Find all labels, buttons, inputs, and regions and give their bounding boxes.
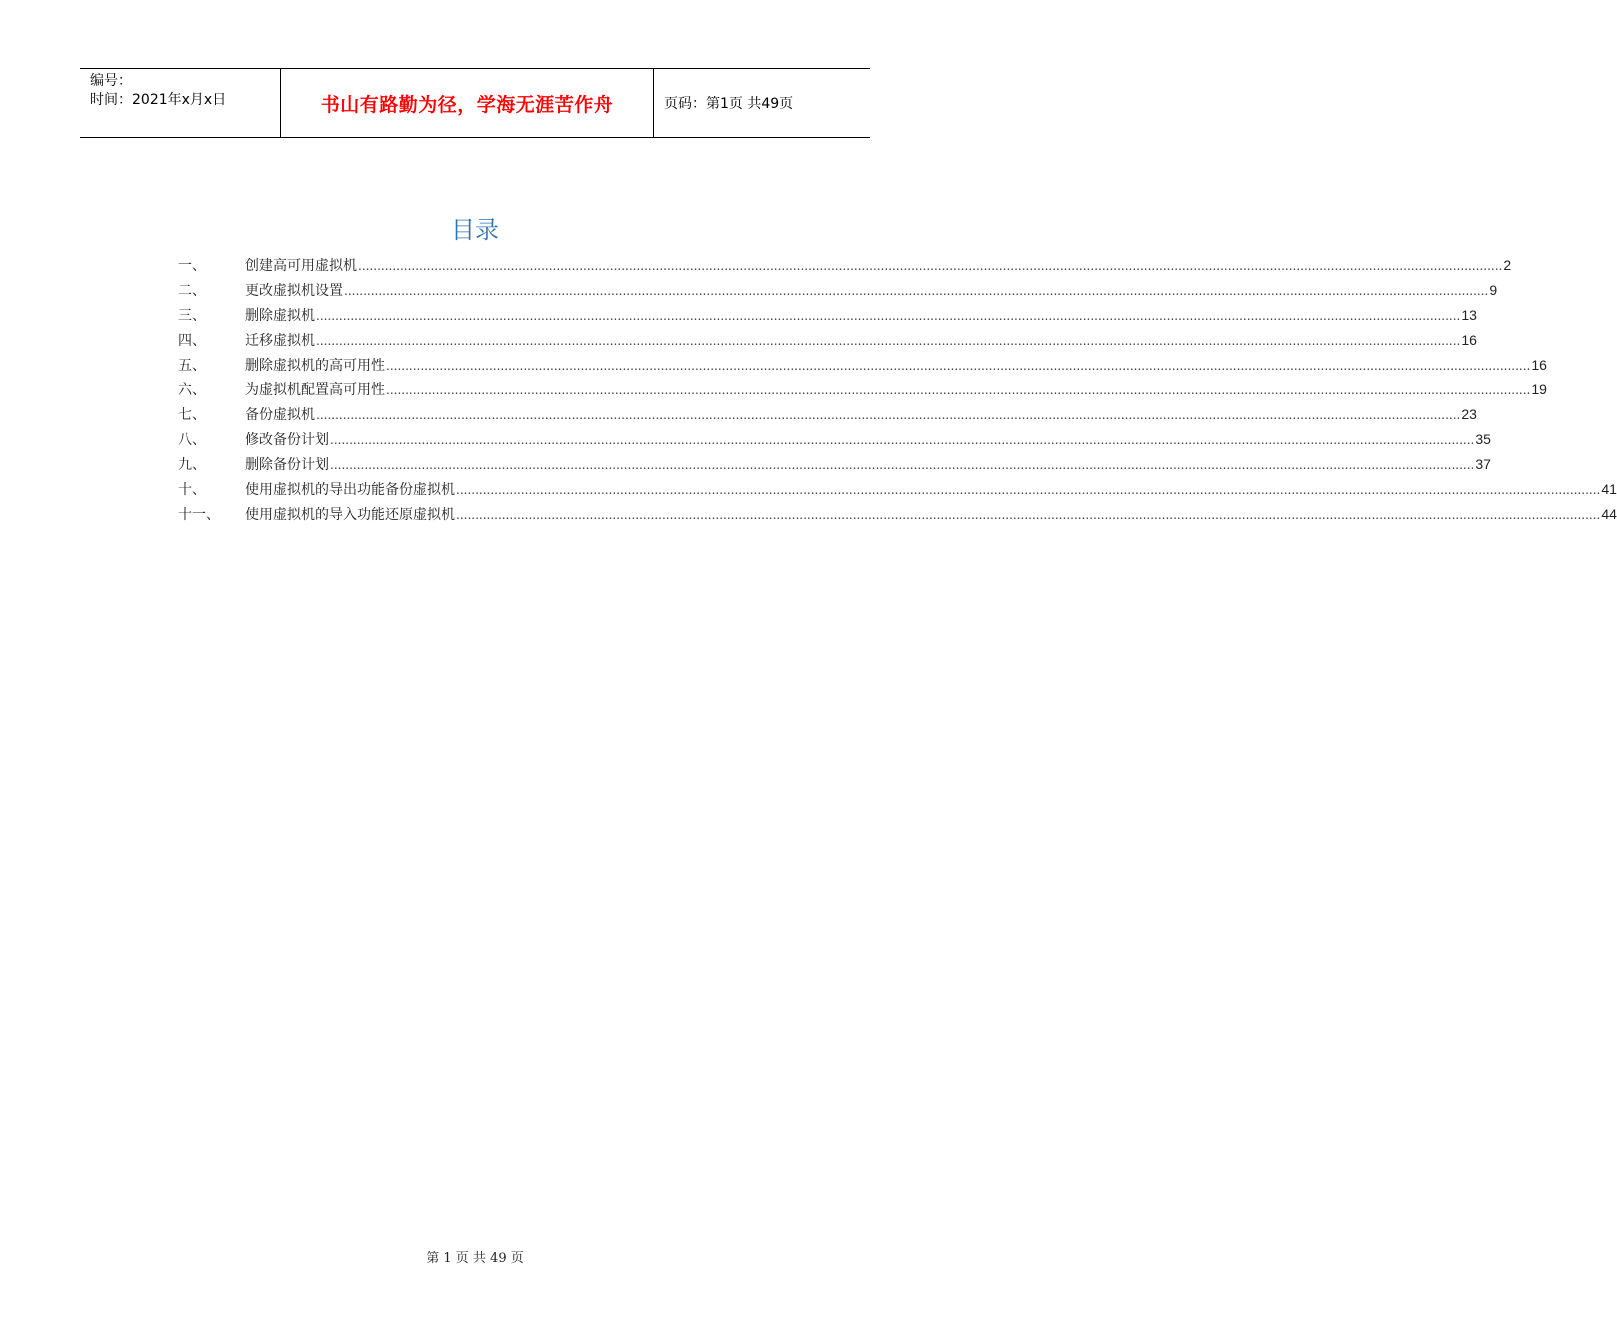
toc-leader-dots: ............................................................................................................................................................................................................................................................................................................ xyxy=(344,283,1489,298)
toc-title: 目录 xyxy=(451,216,499,244)
toc-entry[interactable] xyxy=(178,454,1491,479)
toc-entry[interactable] xyxy=(178,429,1491,454)
page-footer: 第 1 页 共 49 页 xyxy=(426,1251,524,1266)
toc-entry-title: 修改备份计划 xyxy=(245,432,329,449)
toc-entry-page: 19 xyxy=(1531,381,1547,398)
toc-entry[interactable] xyxy=(178,255,1512,280)
toc-leader-dots: ............................................................................................................................................................................................................................................................................................................ xyxy=(456,507,1601,522)
header-meta xyxy=(80,69,281,137)
toc-entry-number: 三、 xyxy=(178,307,206,324)
toc-entry-title: 为虚拟机配置高可用性 xyxy=(245,382,385,399)
toc-leader-dots: ............................................................................................................................................................................................................................................................................................................ xyxy=(386,383,1531,398)
page-header xyxy=(80,68,870,138)
header-motto: 书山有路勤为径，学海无涯苦作舟 xyxy=(320,93,614,116)
toc-entry-number: 一、 xyxy=(178,258,206,274)
toc-entry[interactable] xyxy=(178,280,1498,305)
toc-entry-page: 35 xyxy=(1475,431,1491,448)
toc-entry-title: 更改虚拟机设置 xyxy=(245,282,343,299)
toc-entry-page: 13 xyxy=(1461,306,1477,323)
toc-entry-number: 二、 xyxy=(178,282,206,299)
time-label: 时间：2021年x月x日 xyxy=(90,92,227,108)
toc-entry-page: 37 xyxy=(1475,456,1491,473)
toc-entry-page: 41 xyxy=(1601,481,1617,498)
toc-entry-title: 删除虚拟机的高可用性 xyxy=(245,357,385,374)
table-of-contents xyxy=(178,255,1617,529)
toc-entry-page: 44 xyxy=(1601,505,1617,522)
toc-entry-title: 迁移虚拟机 xyxy=(245,332,315,349)
toc-leader-dots: ............................................................................................................................................................................................................................................................................................................ xyxy=(330,433,1475,448)
toc-entry-number: 七、 xyxy=(178,407,206,424)
toc-leader-dots: ............................................................................................................................................................................................................................................................................................................ xyxy=(316,333,1461,348)
toc-entry[interactable] xyxy=(178,479,1617,504)
toc-entry-number: 六、 xyxy=(178,382,206,399)
toc-entry-number: 十、 xyxy=(178,482,206,499)
toc-entry-page: 9 xyxy=(1489,281,1498,298)
toc-entry-page: 16 xyxy=(1461,331,1477,348)
toc-entry-page: 23 xyxy=(1461,406,1477,423)
toc-entry[interactable] xyxy=(178,355,1547,380)
page-info-text: 页码：第1页 共49页 xyxy=(664,96,794,112)
toc-leader-dots: ............................................................................................................................................................................................................................................................................................................ xyxy=(316,308,1461,323)
toc-entry-title: 使用虚拟机的导入功能还原虚拟机 xyxy=(245,506,455,523)
toc-entry-page: 2 xyxy=(1503,257,1512,273)
toc-entry-title: 删除虚拟机 xyxy=(245,307,315,324)
toc-entry-title: 创建高可用虚拟机 xyxy=(245,258,357,274)
toc-entry-title: 使用虚拟机的导出功能备份虚拟机 xyxy=(245,482,455,499)
toc-entry-number: 十一、 xyxy=(178,506,220,523)
toc-entry-number: 九、 xyxy=(178,457,206,474)
toc-entry[interactable] xyxy=(178,330,1477,355)
toc-entry-page: 16 xyxy=(1531,356,1547,373)
toc-leader-dots: ............................................................................................................................................................................................................................................................................................................ xyxy=(386,358,1531,373)
toc-entry[interactable] xyxy=(178,504,1617,529)
toc-entry-title: 备份虚拟机 xyxy=(245,407,315,424)
toc-leader-dots: ............................................................................................................................................................................................................................................................................................................ xyxy=(330,458,1475,473)
header-motto-cell xyxy=(281,69,654,137)
toc-entry[interactable] xyxy=(178,404,1477,429)
toc-leader-dots: ............................................................................................................................................................................................................................................................................................................ xyxy=(316,408,1461,423)
toc-leader-dots: ............................................................................................................................................................................................................................................................................................................ xyxy=(358,259,1503,273)
header-page-info xyxy=(654,69,870,137)
serial-label: 编号： xyxy=(90,73,132,89)
toc-entry-number: 八、 xyxy=(178,432,206,449)
toc-entry-number: 四、 xyxy=(178,332,206,349)
toc-entry-title: 删除备份计划 xyxy=(245,457,329,474)
toc-entry[interactable] xyxy=(178,379,1547,404)
toc-entry-number: 五、 xyxy=(178,357,206,374)
toc-leader-dots: ............................................................................................................................................................................................................................................................................................................ xyxy=(456,483,1601,498)
toc-entry[interactable] xyxy=(178,305,1477,330)
